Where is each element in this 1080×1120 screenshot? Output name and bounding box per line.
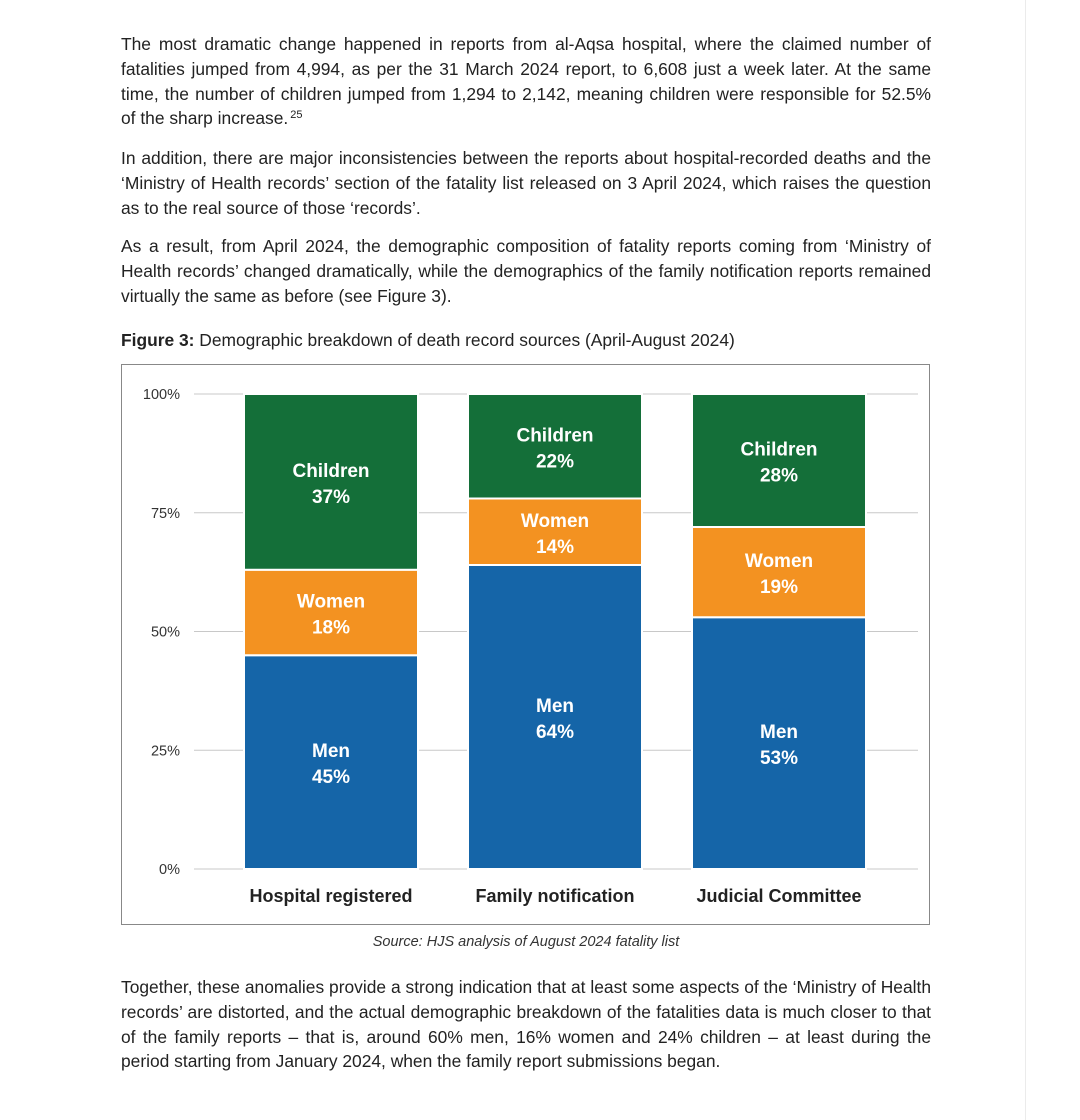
segment-label-name: Men bbox=[760, 722, 798, 744]
figure-label: Figure 3: bbox=[121, 330, 195, 350]
segment-label-value: 37% bbox=[311, 486, 351, 508]
bar-segment-children bbox=[468, 394, 642, 499]
y-tick-label: 75% bbox=[150, 505, 180, 522]
paragraph-1-text: The most dramatic change happened in reports from al-Aqsa hospital, where the claimed number of fatalities jumped from 4,994, as per the 31 March 2024 report, to 6,608 just a week later. At the same time, the number of children jumped from 1,294 to 2,142, meaning children were responsible for 52.5% of the sharp increase. bbox=[121, 34, 931, 129]
segment-label-value: 64% bbox=[535, 722, 575, 743]
segment-label-name: Women bbox=[744, 551, 814, 573]
footnote-marker: 25 bbox=[290, 109, 303, 122]
bar-segment-children bbox=[244, 394, 418, 570]
paragraph-demographic-change: As a result, from April 2024, the demographic composition of fatality reports coming from ‘Ministry of Health records’ changed dramatically, while the demographics of the family notification reports remained virtually the same as before (see Figure 3). bbox=[121, 236, 931, 306]
y-tick-label: 50% bbox=[150, 624, 180, 641]
segment-label-value: 22% bbox=[535, 451, 575, 473]
segment-label-name: Children bbox=[516, 425, 594, 447]
segment-label-value: 18% bbox=[311, 617, 351, 639]
y-tick-label: 100% bbox=[142, 387, 180, 403]
bar-segment-women bbox=[692, 527, 866, 617]
segment-label-value: 45% bbox=[311, 767, 351, 789]
figure-caption bbox=[121, 328, 735, 352]
bar-segment-men bbox=[244, 655, 418, 869]
segment-label-value: 28% bbox=[759, 465, 799, 487]
bar-segment-men bbox=[468, 565, 642, 869]
segment-label-value: 19% bbox=[759, 577, 799, 599]
segment-label-name: Children bbox=[292, 460, 370, 482]
stacked-bar-chart bbox=[122, 365, 929, 924]
segment-label-name: Women bbox=[520, 510, 590, 532]
page-edge-divider bbox=[1025, 0, 1026, 1120]
bar-segment-women bbox=[244, 570, 418, 656]
segment-label-name: Men bbox=[536, 696, 574, 717]
category-label: Judicial Committee bbox=[696, 886, 862, 906]
paragraph-al-aqsa-change bbox=[121, 32, 931, 131]
chart-frame bbox=[121, 364, 930, 925]
bar-segment-children bbox=[692, 394, 866, 527]
bar-segment-men bbox=[692, 617, 866, 869]
category-label: Family notification bbox=[475, 886, 635, 906]
paragraph-inconsistencies: In addition, there are major inconsistencies between the reports about hospital-recorded deaths and the ‘Ministry of Health records’ section of the fatality list released on 3 April 2024, which raises the question as to the real source of those ‘records’. bbox=[121, 148, 931, 218]
segment-label-name: Children bbox=[740, 439, 818, 461]
figure-source: Source: HJS analysis of August 2024 fatality list bbox=[372, 934, 680, 950]
segment-label-name: Men bbox=[312, 741, 350, 763]
category-label: Hospital registered bbox=[249, 886, 413, 906]
y-tick-label: 25% bbox=[150, 743, 180, 760]
segment-label-name: Women bbox=[296, 591, 366, 613]
paragraph-conclusion: Together, these anomalies provide a strong indication that at least some aspects of the ‘Ministry of Health records’ are distorted, and the actual demographic breakdown of the fatalities data is much closer to that of the family reports – that is, around 60% men, 16% women and 24% children – at least during the period starting from January 2024, when the family report submissions began. bbox=[121, 977, 931, 1072]
y-tick-label: 0% bbox=[159, 862, 180, 878]
figure-title: Demographic breakdown of death record sources (April-August 2024) bbox=[199, 330, 735, 350]
segment-label-value: 53% bbox=[759, 748, 799, 770]
segment-label-value: 14% bbox=[535, 536, 575, 558]
